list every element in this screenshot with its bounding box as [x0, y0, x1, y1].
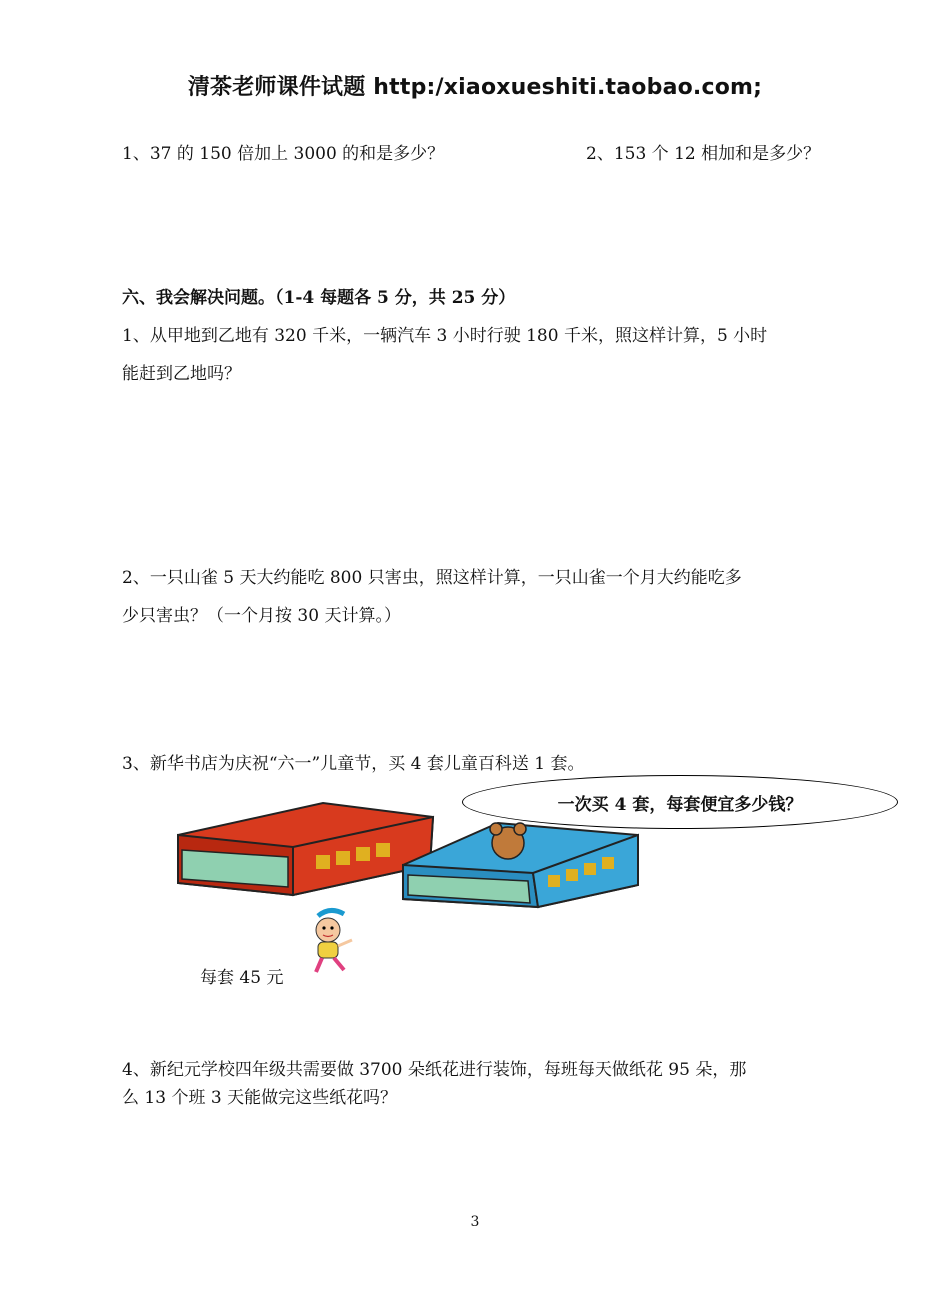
page-header: 清茶老师课件试题 http:/xiaoxueshiti.taobao.com;	[187, 75, 763, 100]
question-2: 2、153 个 12 相加和是多少？	[586, 144, 821, 164]
speech-bubble	[462, 775, 898, 829]
problem-2-line-2: 少只害虫？（一个月按 30 天计算。）	[122, 606, 401, 626]
blue-book-icon	[403, 823, 638, 907]
section-heading: 六、我会解决问题。（1-4 每题各 5 分，共 25 分）	[122, 288, 516, 308]
problem-4-line-2: 么 13 个班 3 天能做完这些纸花吗？	[122, 1088, 398, 1108]
question-1: 1、37 的 150 倍加上 3000 的和是多少？	[122, 144, 445, 164]
red-book-icon	[178, 803, 433, 895]
speech-bubble-text: 一次买 4 套，每套便宜多少钱？	[557, 794, 803, 815]
problem-1-line-1: 1、从甲地到乙地有 320 千米，一辆汽车 3 小时行驶 180 千米，照这样计算，5 小时	[122, 326, 768, 346]
price-label: 每套 45 元	[200, 968, 284, 988]
cartoon-girl-icon	[300, 906, 360, 978]
problem-4-line-1: 4、新纪元学校四年级共需要做 3700 朵纸花进行装饰，每班每天做纸花 95 朵，那	[122, 1060, 747, 1080]
problem-1-line-2: 能赶到乙地吗？	[122, 364, 241, 384]
problem-3-line-1: 3、新华书店为庆祝“六一”儿童节，买 4 套儿童百科送 1 套。	[122, 754, 585, 774]
page-number: 3	[470, 1214, 480, 1230]
problem-2-line-1: 2、一只山雀 5 天大约能吃 800 只害虫，照这样计算，一只山雀一个月大约能吃多	[122, 568, 742, 588]
